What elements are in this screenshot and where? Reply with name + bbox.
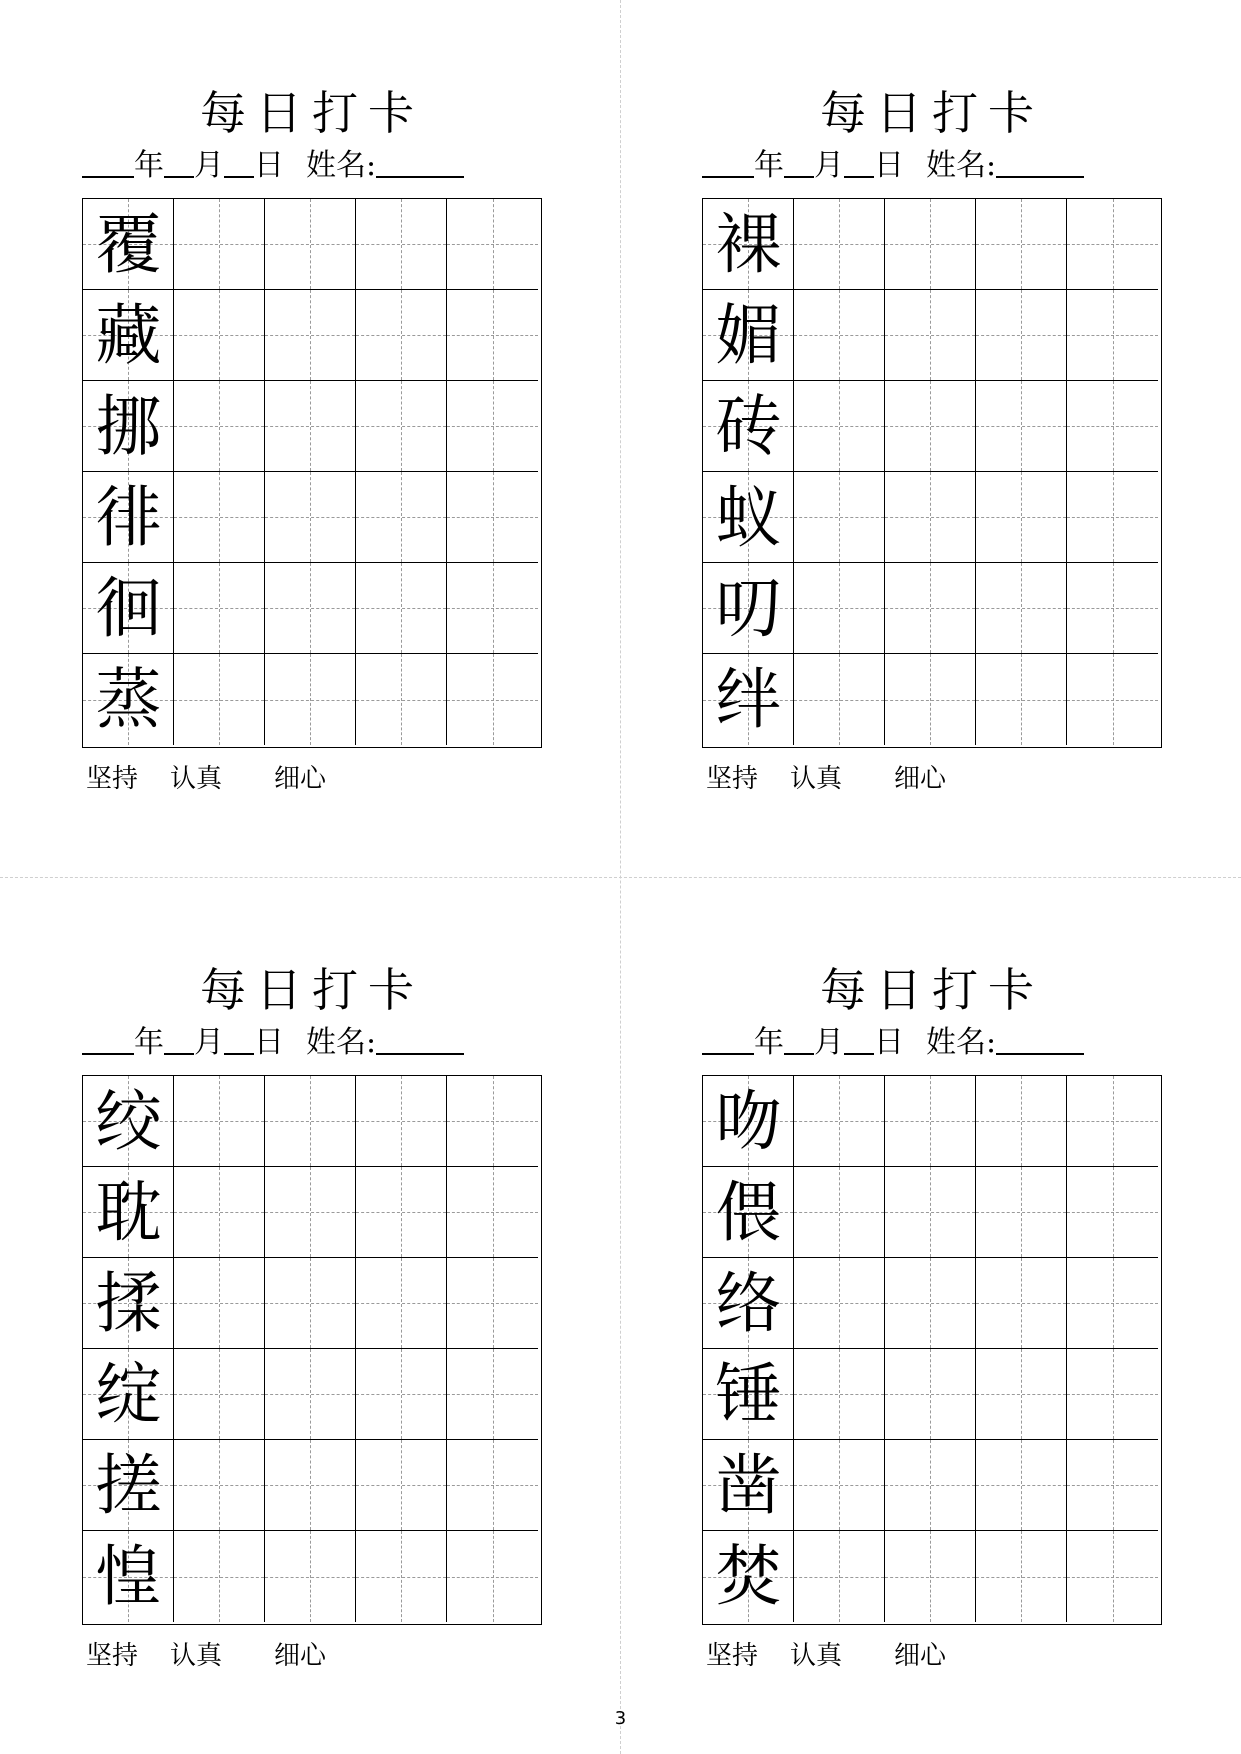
- model-character: 搓: [95, 1446, 162, 1524]
- practice-cell[interactable]: [174, 1349, 265, 1440]
- practice-cell[interactable]: [447, 654, 538, 745]
- model-character-cell: [83, 1349, 174, 1440]
- practice-cell[interactable]: [885, 472, 976, 563]
- year-blank[interactable]: [82, 1027, 134, 1055]
- practice-cell[interactable]: [1067, 290, 1158, 381]
- practice-cell[interactable]: [976, 472, 1067, 563]
- month-label: 月: [194, 148, 224, 183]
- practice-cell[interactable]: [1067, 1349, 1158, 1440]
- practice-cell[interactable]: [447, 472, 538, 563]
- model-character: 徊: [95, 569, 162, 647]
- tianzige-grid: [82, 198, 542, 748]
- practice-cell[interactable]: [356, 1076, 447, 1167]
- model-character: 徘: [95, 478, 162, 556]
- practice-cell[interactable]: [1067, 381, 1158, 472]
- model-character: 绊: [715, 660, 782, 738]
- motto-line: [706, 764, 946, 794]
- year-blank[interactable]: [702, 150, 754, 178]
- year-label: 年: [754, 1025, 784, 1060]
- model-character-cell: [83, 1531, 174, 1622]
- motto-word: 坚持: [86, 764, 139, 794]
- practice-cell[interactable]: [976, 1349, 1067, 1440]
- year-label: 年: [134, 148, 164, 183]
- practice-cell[interactable]: [1067, 1167, 1158, 1258]
- model-character-cell: [83, 563, 174, 654]
- practice-cell[interactable]: [356, 290, 447, 381]
- motto-word: 坚持: [706, 764, 759, 794]
- practice-cell[interactable]: [885, 1258, 976, 1349]
- practice-cell[interactable]: [976, 290, 1067, 381]
- month-label: 月: [814, 148, 844, 183]
- practice-cell[interactable]: [265, 1167, 356, 1258]
- model-character-cell: [83, 654, 174, 745]
- month-blank[interactable]: [164, 150, 194, 178]
- model-character-cell: [703, 290, 794, 381]
- name-blank[interactable]: [996, 150, 1084, 178]
- model-character-cell: [83, 472, 174, 563]
- name-label: 姓名:: [306, 148, 377, 183]
- practice-cell[interactable]: [1067, 654, 1158, 745]
- day-blank[interactable]: [844, 1027, 874, 1055]
- practice-cell[interactable]: [794, 1076, 885, 1167]
- practice-card: [82, 877, 542, 1754]
- practice-cell[interactable]: [1067, 1531, 1158, 1622]
- model-character: 叨: [715, 569, 782, 647]
- motto-word: 认真: [790, 764, 843, 794]
- practice-cell[interactable]: [265, 654, 356, 745]
- name-label: 姓名:: [926, 1025, 997, 1060]
- model-character-cell: [703, 1440, 794, 1531]
- practice-card: [702, 877, 1162, 1754]
- practice-cell[interactable]: [885, 654, 976, 745]
- practice-cell[interactable]: [885, 381, 976, 472]
- practice-cell[interactable]: [885, 1349, 976, 1440]
- practice-cell[interactable]: [265, 563, 356, 654]
- practice-cell[interactable]: [174, 654, 265, 745]
- model-character-cell: [83, 199, 174, 290]
- practice-cell[interactable]: [174, 290, 265, 381]
- name-label: 姓名:: [306, 1025, 377, 1060]
- practice-cell[interactable]: [794, 654, 885, 745]
- practice-cell[interactable]: [885, 1531, 976, 1622]
- practice-cell[interactable]: [794, 1167, 885, 1258]
- practice-cell[interactable]: [885, 1440, 976, 1531]
- practice-cell[interactable]: [1067, 1440, 1158, 1531]
- motto-word: 认真: [170, 1641, 223, 1671]
- model-character-cell: [703, 1531, 794, 1622]
- day-blank[interactable]: [224, 150, 254, 178]
- practice-cell[interactable]: [174, 381, 265, 472]
- model-character: 络: [715, 1264, 782, 1342]
- model-character-cell: [83, 381, 174, 472]
- practice-cell[interactable]: [1067, 472, 1158, 563]
- practice-cell[interactable]: [356, 654, 447, 745]
- year-blank[interactable]: [702, 1027, 754, 1055]
- day-label: 日: [254, 148, 284, 183]
- model-character-cell: [703, 1349, 794, 1440]
- motto-word: 细心: [274, 1641, 327, 1671]
- year-label: 年: [134, 1025, 164, 1060]
- motto-word: 认真: [170, 764, 223, 794]
- practice-cell[interactable]: [356, 1167, 447, 1258]
- practice-cell[interactable]: [976, 1167, 1067, 1258]
- practice-cell[interactable]: [265, 1076, 356, 1167]
- practice-cell[interactable]: [794, 1531, 885, 1622]
- day-label: 日: [874, 1025, 904, 1060]
- practice-cell[interactable]: [174, 199, 265, 290]
- model-character: 偎: [715, 1173, 782, 1251]
- date-name-line: [82, 1026, 464, 1060]
- model-character: 揉: [95, 1264, 162, 1342]
- model-character-cell: [703, 1076, 794, 1167]
- motto-word: 细心: [894, 1641, 947, 1671]
- model-character: 蒸: [95, 660, 162, 738]
- practice-cell[interactable]: [174, 563, 265, 654]
- practice-cell[interactable]: [265, 1531, 356, 1622]
- day-blank[interactable]: [224, 1027, 254, 1055]
- practice-cell[interactable]: [447, 1440, 538, 1531]
- motto-word: 坚持: [86, 1641, 139, 1671]
- date-name-line: [702, 1026, 1084, 1060]
- year-blank[interactable]: [82, 150, 134, 178]
- practice-card: [82, 0, 542, 877]
- practice-cell[interactable]: [174, 1167, 265, 1258]
- name-blank[interactable]: [376, 150, 464, 178]
- practice-cell[interactable]: [356, 1531, 447, 1622]
- model-character-cell: [83, 290, 174, 381]
- practice-cell[interactable]: [447, 290, 538, 381]
- motto-line: [706, 1641, 946, 1671]
- practice-cell[interactable]: [1067, 563, 1158, 654]
- model-character: 媚: [715, 296, 782, 374]
- practice-cell[interactable]: [976, 1258, 1067, 1349]
- practice-cell[interactable]: [976, 654, 1067, 745]
- practice-cell[interactable]: [976, 381, 1067, 472]
- day-label: 日: [874, 148, 904, 183]
- practice-cell[interactable]: [447, 1076, 538, 1167]
- practice-cell[interactable]: [794, 290, 885, 381]
- practice-cell[interactable]: [794, 1349, 885, 1440]
- model-character-cell: [83, 1440, 174, 1531]
- practice-cell[interactable]: [976, 199, 1067, 290]
- practice-cell[interactable]: [447, 1349, 538, 1440]
- model-character: 焚: [715, 1537, 782, 1615]
- practice-cell[interactable]: [885, 563, 976, 654]
- tianzige-grid: [702, 198, 1162, 748]
- practice-cell[interactable]: [174, 1076, 265, 1167]
- day-label: 日: [254, 1025, 284, 1060]
- practice-cell[interactable]: [885, 290, 976, 381]
- practice-cell[interactable]: [356, 381, 447, 472]
- practice-cell[interactable]: [794, 381, 885, 472]
- practice-cell[interactable]: [447, 1258, 538, 1349]
- month-blank[interactable]: [784, 1027, 814, 1055]
- motto-word: 细心: [894, 764, 947, 794]
- month-label: 月: [814, 1025, 844, 1060]
- practice-cell[interactable]: [356, 1440, 447, 1531]
- model-character: 藏: [95, 296, 162, 374]
- motto-word: 细心: [274, 764, 327, 794]
- card-title: 每日打卡: [820, 963, 1044, 1017]
- model-character-cell: [83, 1076, 174, 1167]
- practice-cell[interactable]: [794, 1440, 885, 1531]
- practice-cell[interactable]: [976, 563, 1067, 654]
- practice-cell[interactable]: [356, 1349, 447, 1440]
- model-character: 耽: [95, 1173, 162, 1251]
- model-character-cell: [703, 563, 794, 654]
- practice-cell[interactable]: [265, 1258, 356, 1349]
- model-character-cell: [703, 381, 794, 472]
- practice-cell[interactable]: [885, 199, 976, 290]
- practice-cell[interactable]: [1067, 1076, 1158, 1167]
- practice-cell[interactable]: [794, 1258, 885, 1349]
- practice-cell[interactable]: [265, 199, 356, 290]
- model-character-cell: [703, 1258, 794, 1349]
- practice-cell[interactable]: [356, 199, 447, 290]
- practice-cell[interactable]: [174, 1258, 265, 1349]
- month-blank[interactable]: [784, 150, 814, 178]
- practice-cell[interactable]: [976, 1076, 1067, 1167]
- model-character: 挪: [95, 387, 162, 465]
- motto-word: 坚持: [706, 1641, 759, 1671]
- name-blank[interactable]: [376, 1027, 464, 1055]
- practice-cell[interactable]: [794, 199, 885, 290]
- card-title: 每日打卡: [200, 963, 424, 1017]
- practice-cell[interactable]: [265, 290, 356, 381]
- page-number: 3: [614, 1708, 627, 1729]
- month-label: 月: [194, 1025, 224, 1060]
- practice-cell[interactable]: [885, 1167, 976, 1258]
- card-title: 每日打卡: [820, 86, 1044, 140]
- tianzige-grid: [702, 1075, 1162, 1625]
- practice-cell[interactable]: [794, 472, 885, 563]
- practice-cell[interactable]: [356, 472, 447, 563]
- model-character: 绽: [95, 1355, 162, 1433]
- practice-cell[interactable]: [794, 563, 885, 654]
- practice-cell[interactable]: [885, 1076, 976, 1167]
- model-character-cell: [703, 472, 794, 563]
- practice-cell[interactable]: [976, 1531, 1067, 1622]
- practice-cell[interactable]: [356, 1258, 447, 1349]
- practice-cell[interactable]: [265, 381, 356, 472]
- year-label: 年: [754, 148, 784, 183]
- practice-cell[interactable]: [447, 563, 538, 654]
- model-character: 蚁: [715, 478, 782, 556]
- model-character: 锤: [715, 1355, 782, 1433]
- practice-cell[interactable]: [447, 199, 538, 290]
- model-character: 裸: [715, 205, 782, 283]
- model-character-cell: [83, 1167, 174, 1258]
- practice-cell[interactable]: [447, 1531, 538, 1622]
- model-character: 砖: [715, 387, 782, 465]
- practice-cell[interactable]: [174, 1531, 265, 1622]
- card-title: 每日打卡: [200, 86, 424, 140]
- month-blank[interactable]: [164, 1027, 194, 1055]
- model-character-cell: [703, 654, 794, 745]
- day-blank[interactable]: [844, 150, 874, 178]
- practice-cell[interactable]: [265, 1349, 356, 1440]
- model-character: 惶: [95, 1537, 162, 1615]
- practice-cell[interactable]: [447, 381, 538, 472]
- model-character-cell: [83, 1258, 174, 1349]
- practice-cell[interactable]: [1067, 1258, 1158, 1349]
- model-character: 绞: [95, 1082, 162, 1160]
- practice-cell[interactable]: [174, 472, 265, 563]
- model-character-cell: [703, 199, 794, 290]
- practice-cell[interactable]: [265, 472, 356, 563]
- tianzige-grid: [82, 1075, 542, 1625]
- practice-cell[interactable]: [976, 1440, 1067, 1531]
- practice-cell[interactable]: [265, 1440, 356, 1531]
- motto-word: 认真: [790, 1641, 843, 1671]
- practice-card: [702, 0, 1162, 877]
- date-name-line: [82, 149, 464, 183]
- model-character: 凿: [715, 1446, 782, 1524]
- practice-cell[interactable]: [447, 1167, 538, 1258]
- motto-line: [86, 764, 326, 794]
- practice-cell[interactable]: [356, 563, 447, 654]
- name-label: 姓名:: [926, 148, 997, 183]
- model-character-cell: [703, 1167, 794, 1258]
- model-character: 覆: [95, 205, 162, 283]
- date-name-line: [702, 149, 1084, 183]
- name-blank[interactable]: [996, 1027, 1084, 1055]
- model-character: 吻: [715, 1082, 782, 1160]
- practice-cell[interactable]: [1067, 199, 1158, 290]
- motto-line: [86, 1641, 326, 1671]
- practice-cell[interactable]: [174, 1440, 265, 1531]
